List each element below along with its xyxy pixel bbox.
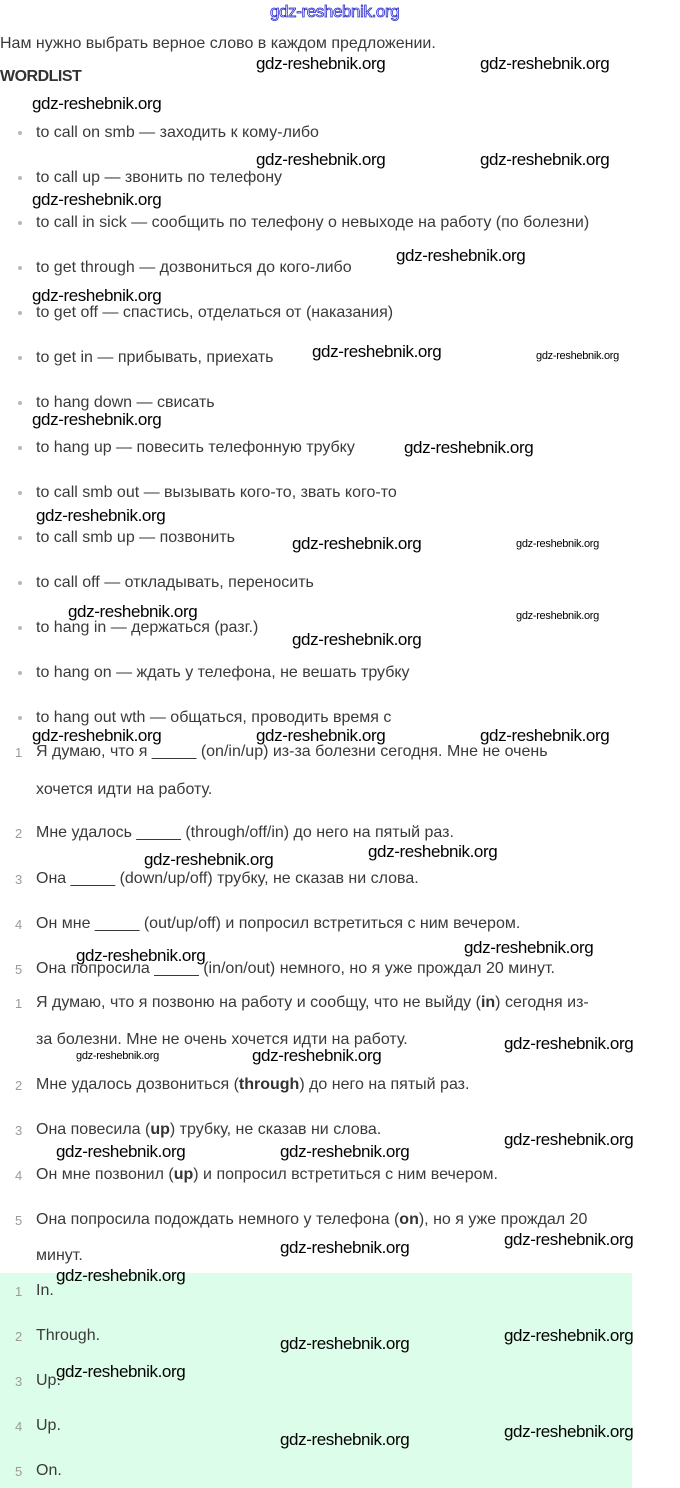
list-item: to hang out wth — общаться, проводить время с <box>36 709 392 726</box>
bullet-icon <box>18 581 22 585</box>
answer-item: On. <box>36 1462 62 1479</box>
answer-item: Through. <box>36 1327 101 1344</box>
item-number: 1 <box>15 745 23 760</box>
watermark: gdz-reshebnik.org <box>280 1142 410 1161</box>
translation-item <box>36 1075 469 1095</box>
watermark: gdz-reshebnik.org <box>270 2 400 21</box>
list-item: to call on smb — заходить к кому-либо <box>36 124 319 141</box>
bullet-icon <box>18 401 22 405</box>
watermark: gdz-reshebnik.org <box>404 438 534 457</box>
list-item: to get through — дозвониться до кого-либо <box>36 259 352 276</box>
list-item: to hang on — ждать у телефона, не вешать трубку <box>36 664 410 681</box>
watermark: gdz-reshebnik.org <box>68 602 198 621</box>
watermark: gdz-reshebnik.org <box>256 150 386 169</box>
answer-word: up <box>173 1166 194 1183</box>
list-item: to hang down — свисать <box>36 394 215 411</box>
text: Он мне позвонил ( <box>36 1166 174 1183</box>
item-number: 5 <box>15 962 23 977</box>
item-number: 1 <box>15 1284 23 1299</box>
watermark: gdz-reshebnik.org <box>480 726 610 745</box>
watermark: gdz-reshebnik.org <box>504 1130 634 1149</box>
item-number: 3 <box>15 1123 23 1138</box>
watermark: gdz-reshebnik.org <box>504 1034 634 1053</box>
bullet-icon <box>18 626 22 630</box>
answer-word: up <box>150 1121 170 1138</box>
list-item: to hang up — повесить телефонную трубку <box>36 439 355 456</box>
watermark: gdz-reshebnik.org <box>32 286 162 305</box>
text: ), но я уже прождал 20 <box>418 1211 588 1228</box>
intro-text: Нам нужно выбрать верное слово в каждом предложении. <box>0 35 436 52</box>
item-number: 2 <box>15 826 23 841</box>
watermark: gdz-reshebnik.org <box>32 94 162 113</box>
answer-word: on <box>399 1211 419 1228</box>
exercise-item: Она попросила _____ (in/on/out) немного, но я уже прождал 20 минут. <box>36 960 555 977</box>
item-number: 2 <box>15 1078 23 1093</box>
watermark: gdz-reshebnik.org <box>396 246 526 265</box>
translation-item <box>36 1210 587 1230</box>
wordlist-heading: WORDLIST <box>0 68 82 85</box>
watermark: gdz-reshebnik.org <box>280 1430 410 1449</box>
bullet-icon <box>18 266 22 270</box>
bullet-icon <box>18 221 22 225</box>
item-number: 5 <box>15 1464 23 1479</box>
watermark: gdz-reshebnik.org <box>280 1238 410 1257</box>
bullet-icon <box>18 671 22 675</box>
watermark: gdz-reshebnik.org <box>480 54 610 73</box>
list-item: to call smb out — вызывать кого-то, звать кого-то <box>36 484 397 501</box>
watermark: gdz-reshebnik.org <box>76 946 206 965</box>
item-number: 3 <box>15 1374 23 1389</box>
list-item: to call in sick — сообщить по телефону о невыходе на работу (по болезни) <box>36 214 590 231</box>
watermark: gdz-reshebnik.org <box>32 410 162 429</box>
text: Мне удалось дозвониться ( <box>36 1076 239 1093</box>
watermark: gdz-reshebnik.org <box>32 726 162 745</box>
translation-item <box>36 1165 498 1185</box>
exercise-item: Я думаю, что я _____ (on/in/up) из-за болезни сегодня. Мне не очень <box>36 743 548 760</box>
watermark: gdz-reshebnik.org <box>504 1422 634 1441</box>
item-number: 4 <box>15 917 23 932</box>
answer-item: Up. <box>36 1372 61 1389</box>
bullet-icon <box>18 131 22 135</box>
text: Она повесила ( <box>36 1121 151 1138</box>
exercise-item: Он мне _____ (out/up/off) и попросил встретиться с ним вечером. <box>36 915 521 932</box>
watermark: gdz-reshebnik.org <box>504 1326 634 1345</box>
watermark: gdz-reshebnik.org <box>36 506 166 525</box>
watermark: gdz-reshebnik.org <box>56 1142 186 1161</box>
bullet-icon <box>18 446 22 450</box>
bullet-icon <box>18 311 22 315</box>
exercise-item: Мне удалось _____ (through/off/in) до него на пятый раз. <box>36 824 454 841</box>
watermark: gdz-reshebnik.org <box>504 1230 634 1249</box>
list-item: to hang in — держаться (разг.) <box>36 619 259 636</box>
exercise-item-cont: хочется идти на работу. <box>36 781 213 798</box>
watermark: gdz-reshebnik.org <box>256 726 386 745</box>
list-item: to call off — откладывать, переносить <box>36 574 314 591</box>
bullet-icon <box>18 536 22 540</box>
text: ) и попросил встретиться с ним вечером. <box>193 1166 498 1183</box>
watermark: gdz-reshebnik.org <box>256 54 386 73</box>
answer-item: In. <box>36 1282 54 1299</box>
item-number: 5 <box>15 1213 23 1228</box>
text: ) сегодня из- <box>495 994 589 1011</box>
text: ) трубку, не сказав ни слова. <box>169 1121 382 1138</box>
bullet-icon <box>18 176 22 180</box>
watermark: gdz-reshebnik.org <box>536 350 619 362</box>
watermark: gdz-reshebnik.org <box>516 538 599 550</box>
item-number: 2 <box>15 1329 23 1344</box>
item-number: 3 <box>15 872 23 887</box>
watermark: gdz-reshebnik.org <box>464 938 594 957</box>
text: Она попросила подождать немного у телефона ( <box>36 1211 400 1228</box>
watermark: gdz-reshebnik.org <box>480 150 610 169</box>
list-item: to get off — спастись, отделаться от (наказания) <box>36 304 394 321</box>
item-number: 4 <box>15 1419 23 1434</box>
watermark: gdz-reshebnik.org <box>280 1334 410 1353</box>
bullet-icon <box>18 716 22 720</box>
watermark: gdz-reshebnik.org <box>144 850 274 869</box>
watermark: gdz-reshebnik.org <box>32 190 162 209</box>
translation-item-cont: за болезни. Мне не очень хочется идти на работу. <box>36 1031 408 1048</box>
watermark: gdz-reshebnik.org <box>292 534 422 553</box>
watermark: gdz-reshebnik.org <box>516 610 599 622</box>
item-number: 1 <box>15 996 23 1011</box>
answer-word: in <box>480 994 496 1011</box>
list-item: to get in — прибывать, приехать <box>36 349 274 366</box>
list-item: to call smb up — позвонить <box>36 529 235 546</box>
watermark: gdz-reshebnik.org <box>76 1050 159 1062</box>
translation-item-cont: минут. <box>36 1247 83 1264</box>
list-item: to call up — звонить по телефону <box>36 169 283 186</box>
watermark: gdz-reshebnik.org <box>56 1362 186 1381</box>
watermark: gdz-reshebnik.org <box>292 630 422 649</box>
bullet-icon <box>18 356 22 360</box>
watermark: gdz-reshebnik.org <box>252 1046 382 1065</box>
watermark: gdz-reshebnik.org <box>368 842 498 861</box>
translation-item <box>36 993 589 1013</box>
text: ) до него на пятый раз. <box>299 1076 470 1093</box>
answer-item: Up. <box>36 1417 61 1434</box>
item-number: 4 <box>15 1168 23 1183</box>
text: Я думаю, что я позвоню на работу и сообщу, что не выйду ( <box>36 994 481 1011</box>
watermark: gdz-reshebnik.org <box>56 1266 186 1285</box>
answer-word: through <box>238 1076 300 1093</box>
watermark: gdz-reshebnik.org <box>312 342 442 361</box>
translation-item <box>36 1120 381 1140</box>
bullet-icon <box>18 491 22 495</box>
exercise-item: Она _____ (down/up/off) трубку, не сказав ни слова. <box>36 870 419 887</box>
